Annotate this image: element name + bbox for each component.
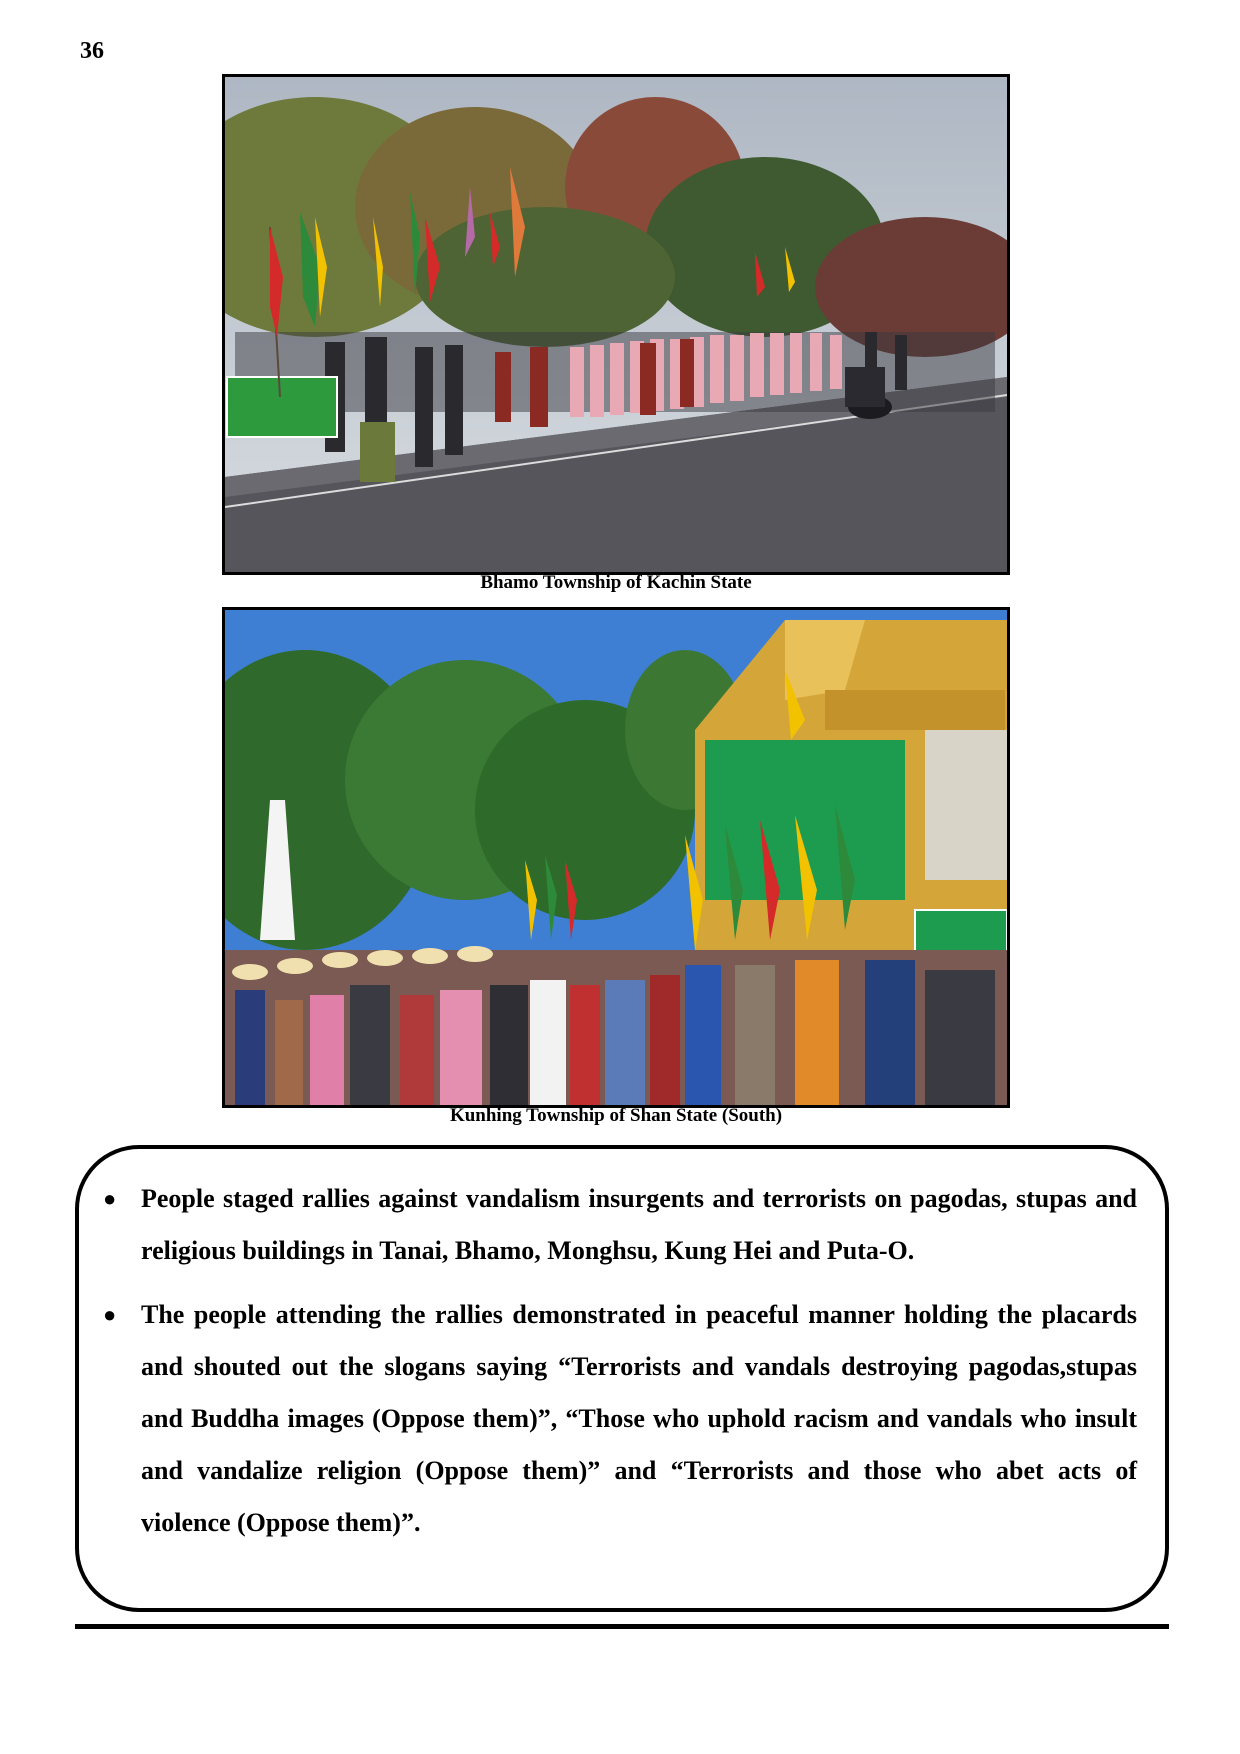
bottom-rule <box>75 1624 1169 1629</box>
photo-kunhing-rally <box>222 607 1010 1108</box>
list-item-text: The people attending the rallies demonstrated in peaceful manner holding the placards and shouted out the slogans saying “Terrorists and vandals destroying pagodas,stupas and Buddha images (Oppose them)”, “Those who uphold racism and vandals who insult and vandalize religion (Oppose them)” and “Terrorists and those who abet acts of violence (Oppose them)”. <box>141 1300 1137 1537</box>
list-item <box>103 1289 1137 1549</box>
bullet-icon: ● <box>103 1302 117 1327</box>
list-item-text: People staged rallies against vandalism insurgents and terrorists on pagodas, stupas and religious buildings in Tanai, Bhamo, Monghsu, Kung Hei and Puta-O. <box>141 1184 1137 1265</box>
bullet-icon: ● <box>103 1186 117 1211</box>
rally-photo-icon <box>225 77 1007 572</box>
summary-box <box>75 1145 1169 1612</box>
photo-caption: Bhamo Township of Kachin State <box>480 572 752 593</box>
list-item <box>103 1173 1137 1277</box>
photo-caption: Kunhing Township of Shan State (South) <box>449 1105 783 1126</box>
page-number: 36 <box>80 38 104 64</box>
summary-list <box>103 1173 1137 1561</box>
rally-photo-icon <box>225 610 1007 1105</box>
photo-bhamo-rally <box>222 74 1010 575</box>
